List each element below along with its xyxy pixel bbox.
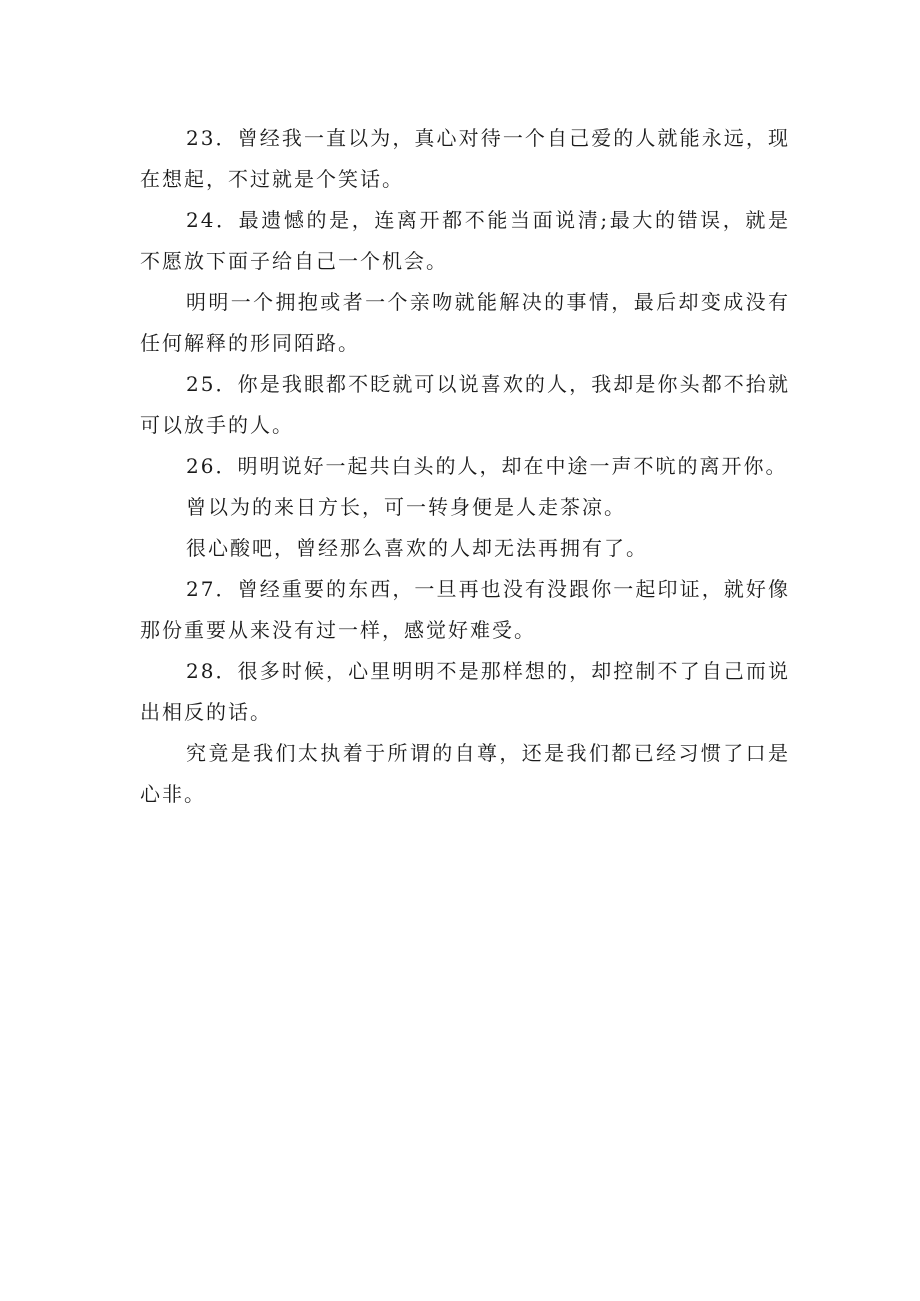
document-body [140, 118, 790, 815]
paragraph-25: 25．你是我眼都不眨就可以说喜欢的人，我却是你头都不抬就可以放手的人。 [140, 372, 790, 437]
paragraph-26: 26．明明说好一起共白头的人，却在中途一声不吭的离开你。 [186, 454, 788, 478]
paragraph-28-continued: 究竟是我们太执着于所谓的自尊，还是我们都已经习惯了口是心非。 [140, 741, 790, 806]
paragraph-26-continued-b: 很心酸吧，曾经那么喜欢的人却无法再拥有了。 [186, 536, 648, 560]
paragraph-27: 27．曾经重要的东西，一旦再也没有没跟你一起印证，就好像那份重要从来没有过一样，感觉好难受。 [140, 577, 790, 642]
paragraph-26-continued-a: 曾以为的来日方长，可一转身便是人走茶凉。 [186, 495, 626, 519]
paragraph-24-continued: 明明一个拥抱或者一个亲吻就能解决的事情，最后却变成没有任何解释的形同陌路。 [140, 290, 790, 355]
paragraph-28: 28．很多时候，心里明明不是那样想的，却控制不了自己而说出相反的话。 [140, 659, 790, 724]
paragraph-24: 24．最遗憾的是，连离开都不能当面说清;最大的错误，就是不愿放下面子给自己一个机会。 [140, 208, 790, 273]
paragraph-23: 23．曾经我一直以为，真心对待一个自己爱的人就能永远，现在想起，不过就是个笑话。 [140, 126, 790, 191]
